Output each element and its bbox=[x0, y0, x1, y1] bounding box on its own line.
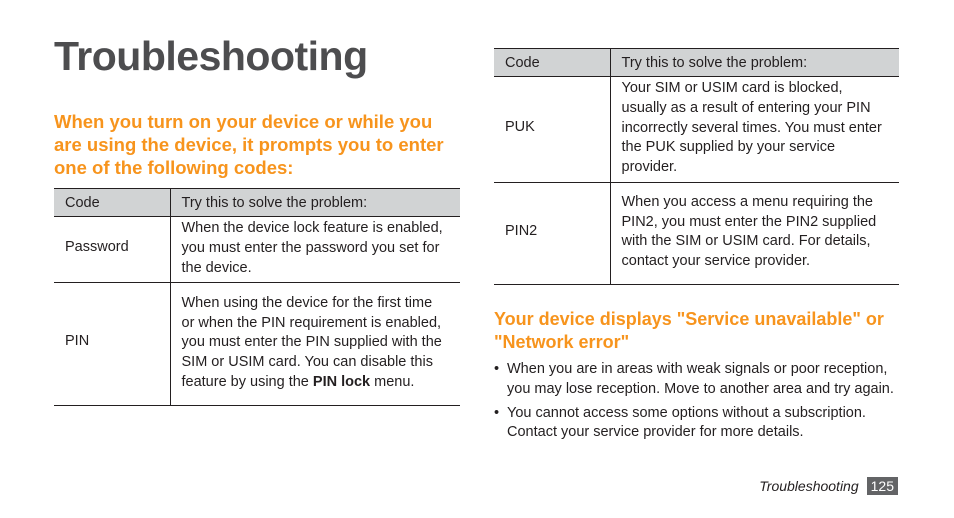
solution-cell: When you access a menu requiring the PIN2, you must enter the PIN2 supplied with the SIM or USIM card. For details, contact your service provider. bbox=[610, 182, 899, 284]
bullet-icon: • bbox=[494, 361, 500, 377]
code-cell: Password bbox=[54, 217, 170, 283]
code-cell: PIN2 bbox=[494, 182, 610, 284]
code-cell: PUK bbox=[494, 77, 610, 183]
codes-table-left bbox=[54, 188, 460, 406]
table-header-row bbox=[54, 189, 460, 217]
header-solution: Try this to solve the problem: bbox=[610, 49, 899, 77]
list-item bbox=[494, 360, 899, 400]
solution-text: menu. bbox=[370, 374, 415, 391]
page-number: 125 bbox=[867, 477, 898, 495]
table-row bbox=[494, 77, 899, 183]
list-item-text: When you are in areas with weak signals or poor reception, you may lose reception. Move to another area and try again. bbox=[507, 361, 894, 397]
table-row bbox=[54, 217, 460, 283]
page-footer bbox=[759, 476, 898, 496]
solution-text: When using the device for the first time or when the PIN requirement is enabled, you must enter the PIN supplied with the SIM or USIM card. You can disable this feature by using the bbox=[181, 294, 442, 391]
solution-cell: Your SIM or USIM card is blocked, usually as a result of entering your PIN incorrectly several times. You must enter the PUK supplied by your service provider. bbox=[610, 77, 899, 183]
list-item bbox=[494, 404, 899, 444]
page-title: Troubleshooting bbox=[54, 33, 368, 79]
table-row bbox=[494, 182, 899, 284]
list-item-text: You cannot access some options without a subscription. Contact your service provider for more details. bbox=[507, 404, 866, 441]
code-cell: PIN bbox=[54, 283, 170, 406]
solution-cell: When the device lock feature is enabled, you must enter the password you set for the device. bbox=[170, 217, 460, 283]
header-code: Code bbox=[494, 49, 610, 77]
codes-table-right bbox=[494, 48, 899, 285]
section-heading-codes: When you turn on your device or while you are using the device, it prompts you to enter one of the following codes: bbox=[54, 111, 444, 178]
header-solution: Try this to solve the problem: bbox=[170, 189, 460, 217]
header-code: Code bbox=[54, 189, 170, 217]
bullet-icon: • bbox=[494, 404, 500, 421]
table-header-row bbox=[494, 49, 899, 77]
bullet-list bbox=[494, 360, 899, 447]
section-heading-network-error: Your device displays "Service unavailable" or "Network error" bbox=[494, 309, 884, 352]
footer-section-label: Troubleshooting bbox=[759, 478, 859, 494]
table-row bbox=[54, 283, 460, 406]
solution-cell bbox=[170, 283, 460, 406]
menu-name-bold: PIN lock bbox=[312, 374, 371, 391]
